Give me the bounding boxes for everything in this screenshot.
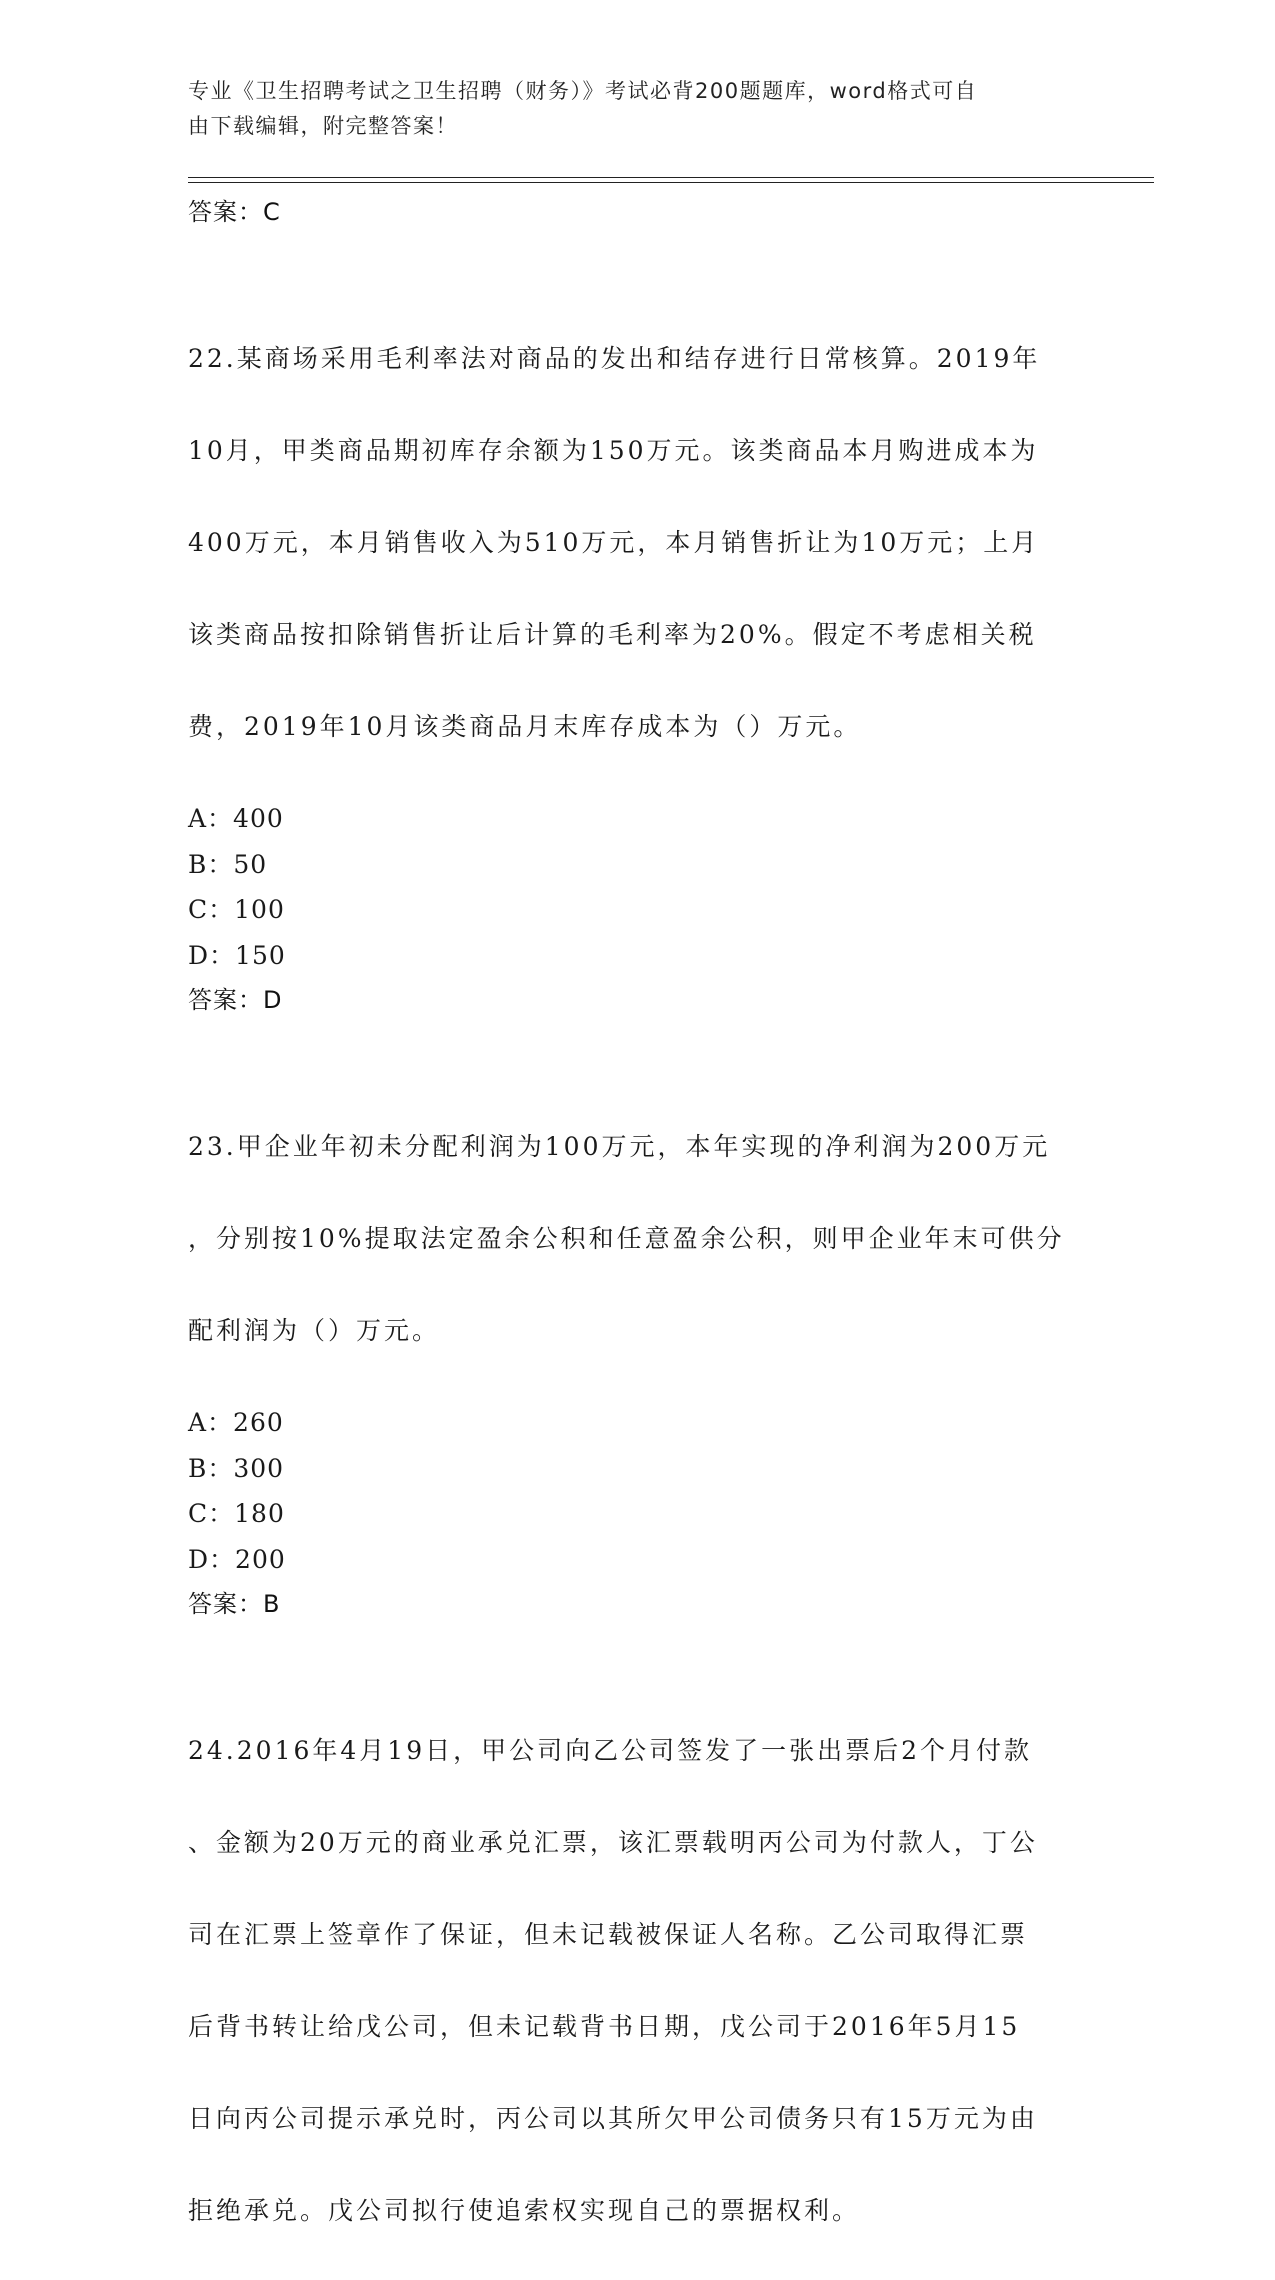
spacer bbox=[188, 235, 1088, 290]
header-divider-top bbox=[188, 177, 1154, 178]
option-a: A：260 bbox=[188, 1408, 284, 1437]
question-line: 司在汇票上签章作了保证，但未记载被保证人名称。乙公司取得汇票 bbox=[188, 1920, 1029, 1949]
option-b: B：50 bbox=[188, 849, 268, 879]
question-22 bbox=[188, 290, 1088, 1023]
question-text bbox=[188, 1078, 1088, 1400]
question-line: 22.某商场采用毛利率法对商品的发出和结存进行日常核算。2019年 bbox=[188, 344, 1041, 373]
question-line: 24.2016年4月19日，甲公司向乙公司签发了一张出票后2个月付款 bbox=[188, 1736, 1033, 1765]
option-b: B：300 bbox=[188, 1453, 285, 1483]
option-c: C：100 bbox=[188, 895, 285, 924]
question-line: 10月，甲类商品期初库存余额为150万元。该类商品本月购进成本为 bbox=[188, 436, 1039, 465]
question-23 bbox=[188, 1078, 1088, 1627]
question-line: 23.甲企业年初未分配利润为100万元，本年实现的净利润为200万元 bbox=[188, 1132, 1051, 1161]
header-line-2: 由下载编辑，附完整答案！ bbox=[188, 114, 458, 138]
question-line: ，分别按10%提取法定盈余公积和任意盈余公积，则甲企业年末可供分 bbox=[188, 1224, 1065, 1253]
question-line: 、金额为20万元的商业承兑汇票，该汇票载明丙公司为付款人，丁公 bbox=[188, 1828, 1038, 1857]
option-d: D：200 bbox=[188, 1544, 286, 1574]
previous-answer: 答案：C bbox=[188, 198, 281, 226]
question-text bbox=[188, 1682, 1088, 2280]
header-divider-bottom bbox=[188, 182, 1154, 183]
spacer bbox=[188, 1627, 1088, 1682]
option-d: D：150 bbox=[188, 940, 286, 970]
answer: 答案：B bbox=[188, 1590, 281, 1618]
question-line: 日向丙公司提示承兑时，丙公司以其所欠甲公司债务只有15万元为由 bbox=[188, 2104, 1038, 2133]
document-header bbox=[188, 74, 1068, 144]
question-line: 费，2019年10月该类商品月末库存成本为（）万元。 bbox=[188, 712, 862, 741]
question-24 bbox=[188, 1682, 1088, 2280]
option-a: A：400 bbox=[188, 804, 284, 833]
option-c: C：180 bbox=[188, 1499, 285, 1528]
question-line: 配利润为（）万元。 bbox=[188, 1316, 441, 1345]
question-text bbox=[188, 290, 1088, 796]
answer: 答案：D bbox=[188, 986, 283, 1014]
question-line: 后背书转让给戊公司，但未记载背书日期，戊公司于2016年5月15 bbox=[188, 2012, 1021, 2041]
question-line: 该类商品按扣除销售折让后计算的毛利率为20%。假定不考虑相关税 bbox=[188, 620, 1037, 649]
header-line-1: 专业《卫生招聘考试之卫生招聘（财务）》考试必背200题题库，word格式可自 bbox=[188, 79, 978, 103]
document-body bbox=[188, 190, 1088, 2280]
spacer bbox=[188, 1023, 1088, 1078]
question-line: 400万元，本月销售收入为510万元，本月销售折让为10万元；上月 bbox=[188, 528, 1040, 557]
question-line: 拒绝承兑。戊公司拟行使追索权实现自己的票据权利。 bbox=[188, 2196, 861, 2225]
